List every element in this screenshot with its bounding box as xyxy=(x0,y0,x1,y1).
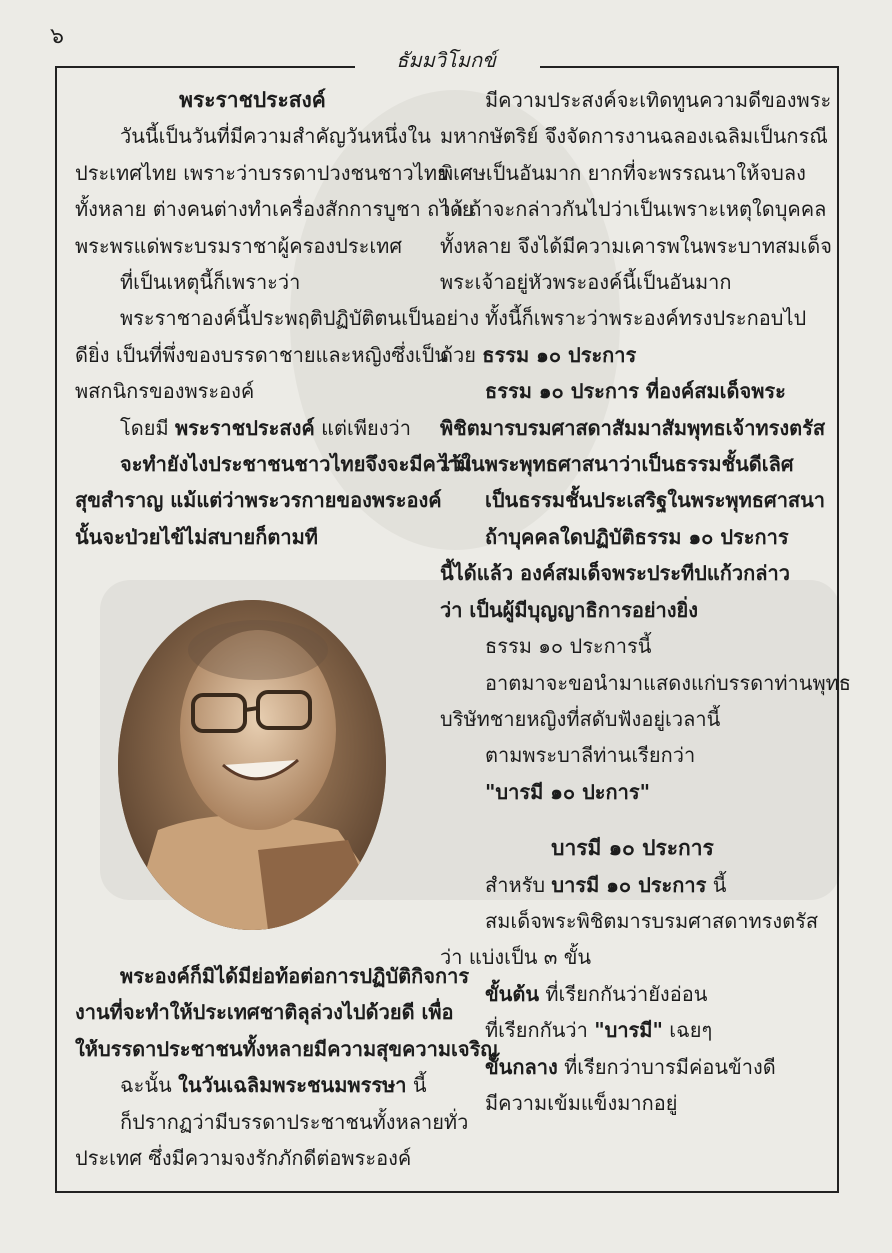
text-line: จะทำยังไงประชาชนชาวไทยจึงจะมีความ xyxy=(120,452,472,477)
text-line: ขั้นกลาง ที่เรียกว่าบารมีค่อนข้างดี xyxy=(485,1054,776,1079)
text-line: ดียิ่ง เป็นที่พึ่งของบรรดาชายและหญิงซึ่งเป็น xyxy=(75,342,448,367)
text-line: ว่า แบ่งเป็น ๓ ขั้น xyxy=(440,945,592,970)
text-line: ทั้งนี้ก็เพราะว่าพระองค์ทรงประกอบไป xyxy=(485,306,807,331)
text-line: ทั้งหลาย ต่างคนต่างทำเครื่องสักการบูชา ถวาย xyxy=(75,197,474,222)
text-line: ที่เป็นเหตุนี้ก็เพราะว่า xyxy=(120,270,301,295)
text-line: ธรรม ๑๐ ประการ ที่องค์สมเด็จพระ xyxy=(485,379,786,404)
text-line: ธรรม ๑๐ ประการนี้ xyxy=(485,634,652,659)
text-line: พระองค์ก็มิได้มีย่อท้อต่อการปฏิบัติกิจการ xyxy=(120,964,470,988)
bold-phrase: ขั้นกลาง xyxy=(485,1054,558,1079)
text-line: โดยมี พระราชประสงค์ แต่เพียงว่า xyxy=(120,415,411,440)
text-line: ไว้ในพระพุทธศาสนาว่าเป็นธรรมชั้นดีเลิศ xyxy=(440,452,794,477)
text-line: ก็ปรากฏว่ามีบรรดาประชาชนทั้งหลายทั่ว xyxy=(120,1109,469,1134)
text-line: ว่า เป็นผู้มีบุญญาธิการอย่างยิ่ง xyxy=(440,597,699,622)
bold-phrase: บารมี ๑๐ ประการ xyxy=(551,872,707,897)
text-line: "บารมี ๑๐ ปะการ" xyxy=(485,779,651,804)
text-line: เป็นธรรมชั้นประเสริฐในพระพุทธศาสนา xyxy=(485,488,826,513)
text-line: ฉะนั้น ในวันเฉลิมพระชนมพรรษา นี้ xyxy=(120,1073,427,1098)
bold-phrase: ธรรม ๑๐ ประการ xyxy=(482,342,637,367)
text-line: ถ้าบุคคลใดปฏิบัติธรรม ๑๐ ประการ xyxy=(485,524,789,549)
text-line: ประเทศ ซึ่งมีความจงรักภักดีต่อพระองค์ xyxy=(75,1146,412,1171)
text-line: มีความเข้มแข็งมากอยู่ xyxy=(485,1090,678,1115)
bold-phrase: ในวันเฉลิมพระชนมพรรษา xyxy=(178,1073,407,1098)
text-line: ตามพระบาลีท่านเรียกว่า xyxy=(485,743,696,768)
text-line: สมเด็จพระพิชิตมารบรมศาสดาทรงตรัส xyxy=(485,908,819,933)
text-line: นี้ได้แล้ว องค์สมเด็จพระประทีปแก้วกล่าว xyxy=(440,561,790,586)
text-line: ด้วย ธรรม ๑๐ ประการ xyxy=(440,342,637,367)
frame-top-rule-left xyxy=(55,66,355,68)
frame-top-rule-right xyxy=(540,66,837,68)
left-column-lower xyxy=(75,958,498,1176)
text-line: พิเศษเป็นอันมาก ยากที่จะพรรณนาให้จบลง xyxy=(440,160,806,185)
text-line: อาตมาจะขอนำมาแสดงแก่บรรดาท่านพุทธ xyxy=(485,670,852,695)
text-line: สุขสำราญ แม้แต่ว่าพระวรกายของพระองค์ xyxy=(75,488,442,513)
monk-portrait-photo xyxy=(118,600,386,930)
text-line: วันนี้เป็นวันที่มีความสำคัญวันหนึ่งใน xyxy=(120,124,431,149)
text-line: ทั้งหลาย จึงได้มีความเคารพในพระบาทสมเด็จ xyxy=(440,233,832,258)
text-line: มหากษัตริย์ จึงจัดการงานฉลองเฉลิมเป็นกรณี xyxy=(440,124,828,149)
text-line: สำหรับ บารมี ๑๐ ประการ นี้ xyxy=(485,872,727,897)
text-line: พระราชาองค์นี้ประพฤติปฏิบัติตนเป็นอย่าง xyxy=(120,306,480,331)
section-heading: บารมี ๑๐ ประการ xyxy=(551,836,714,861)
bold-phrase: "บารมี" xyxy=(594,1018,663,1043)
left-column xyxy=(75,82,480,555)
text-line: ให้บรรดาประชาชนทั้งหลายมีความสุขความเจริญ xyxy=(75,1036,498,1061)
text-line: พระเจ้าอยู่หัวพระองค์นี้เป็นอันมาก xyxy=(440,270,732,295)
page-number: ๖ xyxy=(50,24,64,49)
text-line: ที่เรียกกันว่า "บารมี" เฉยๆ xyxy=(485,1018,713,1043)
text-line: พสกนิกรของพระองค์ xyxy=(75,379,255,404)
section-title: พระราชประสงค์ xyxy=(179,88,326,112)
text-line: ประเทศไทย เพราะว่าบรรดาปวงชนชาวไทย xyxy=(75,160,449,185)
running-header: ธัมมวิโมกข์ xyxy=(396,48,496,72)
bold-phrase: ขั้นต้น xyxy=(485,981,540,1006)
text-line: งานที่จะทำให้ประเทศชาติลุล่วงไปด้วยดี เพื่อ xyxy=(75,1000,454,1025)
text-line: ขั้นต้น ที่เรียกกันว่ายังอ่อน xyxy=(485,981,708,1006)
text-line: มีความประสงค์จะเทิดทูนความดีของพระ xyxy=(485,88,832,112)
text-line: นั้นจะป่วยไข้ไม่สบายก็ตามที xyxy=(75,524,318,549)
right-column xyxy=(440,82,852,1121)
text-line: ได้ ถ้าจะกล่าวกันไปว่าเป็นเพราะเหตุใดบุคคล xyxy=(440,197,827,222)
text-line: บริษัทชายหญิงที่สดับฟังอยู่เวลานี้ xyxy=(440,706,721,731)
text-line: พระพรแด่พระบรมราชาผู้ครองประเทศ xyxy=(75,233,403,258)
bold-phrase: พระราชประสงค์ xyxy=(175,415,315,440)
text-line: พิชิตมารบรมศาสดาสัมมาสัมพุทธเจ้าทรงตรัส xyxy=(440,415,826,440)
